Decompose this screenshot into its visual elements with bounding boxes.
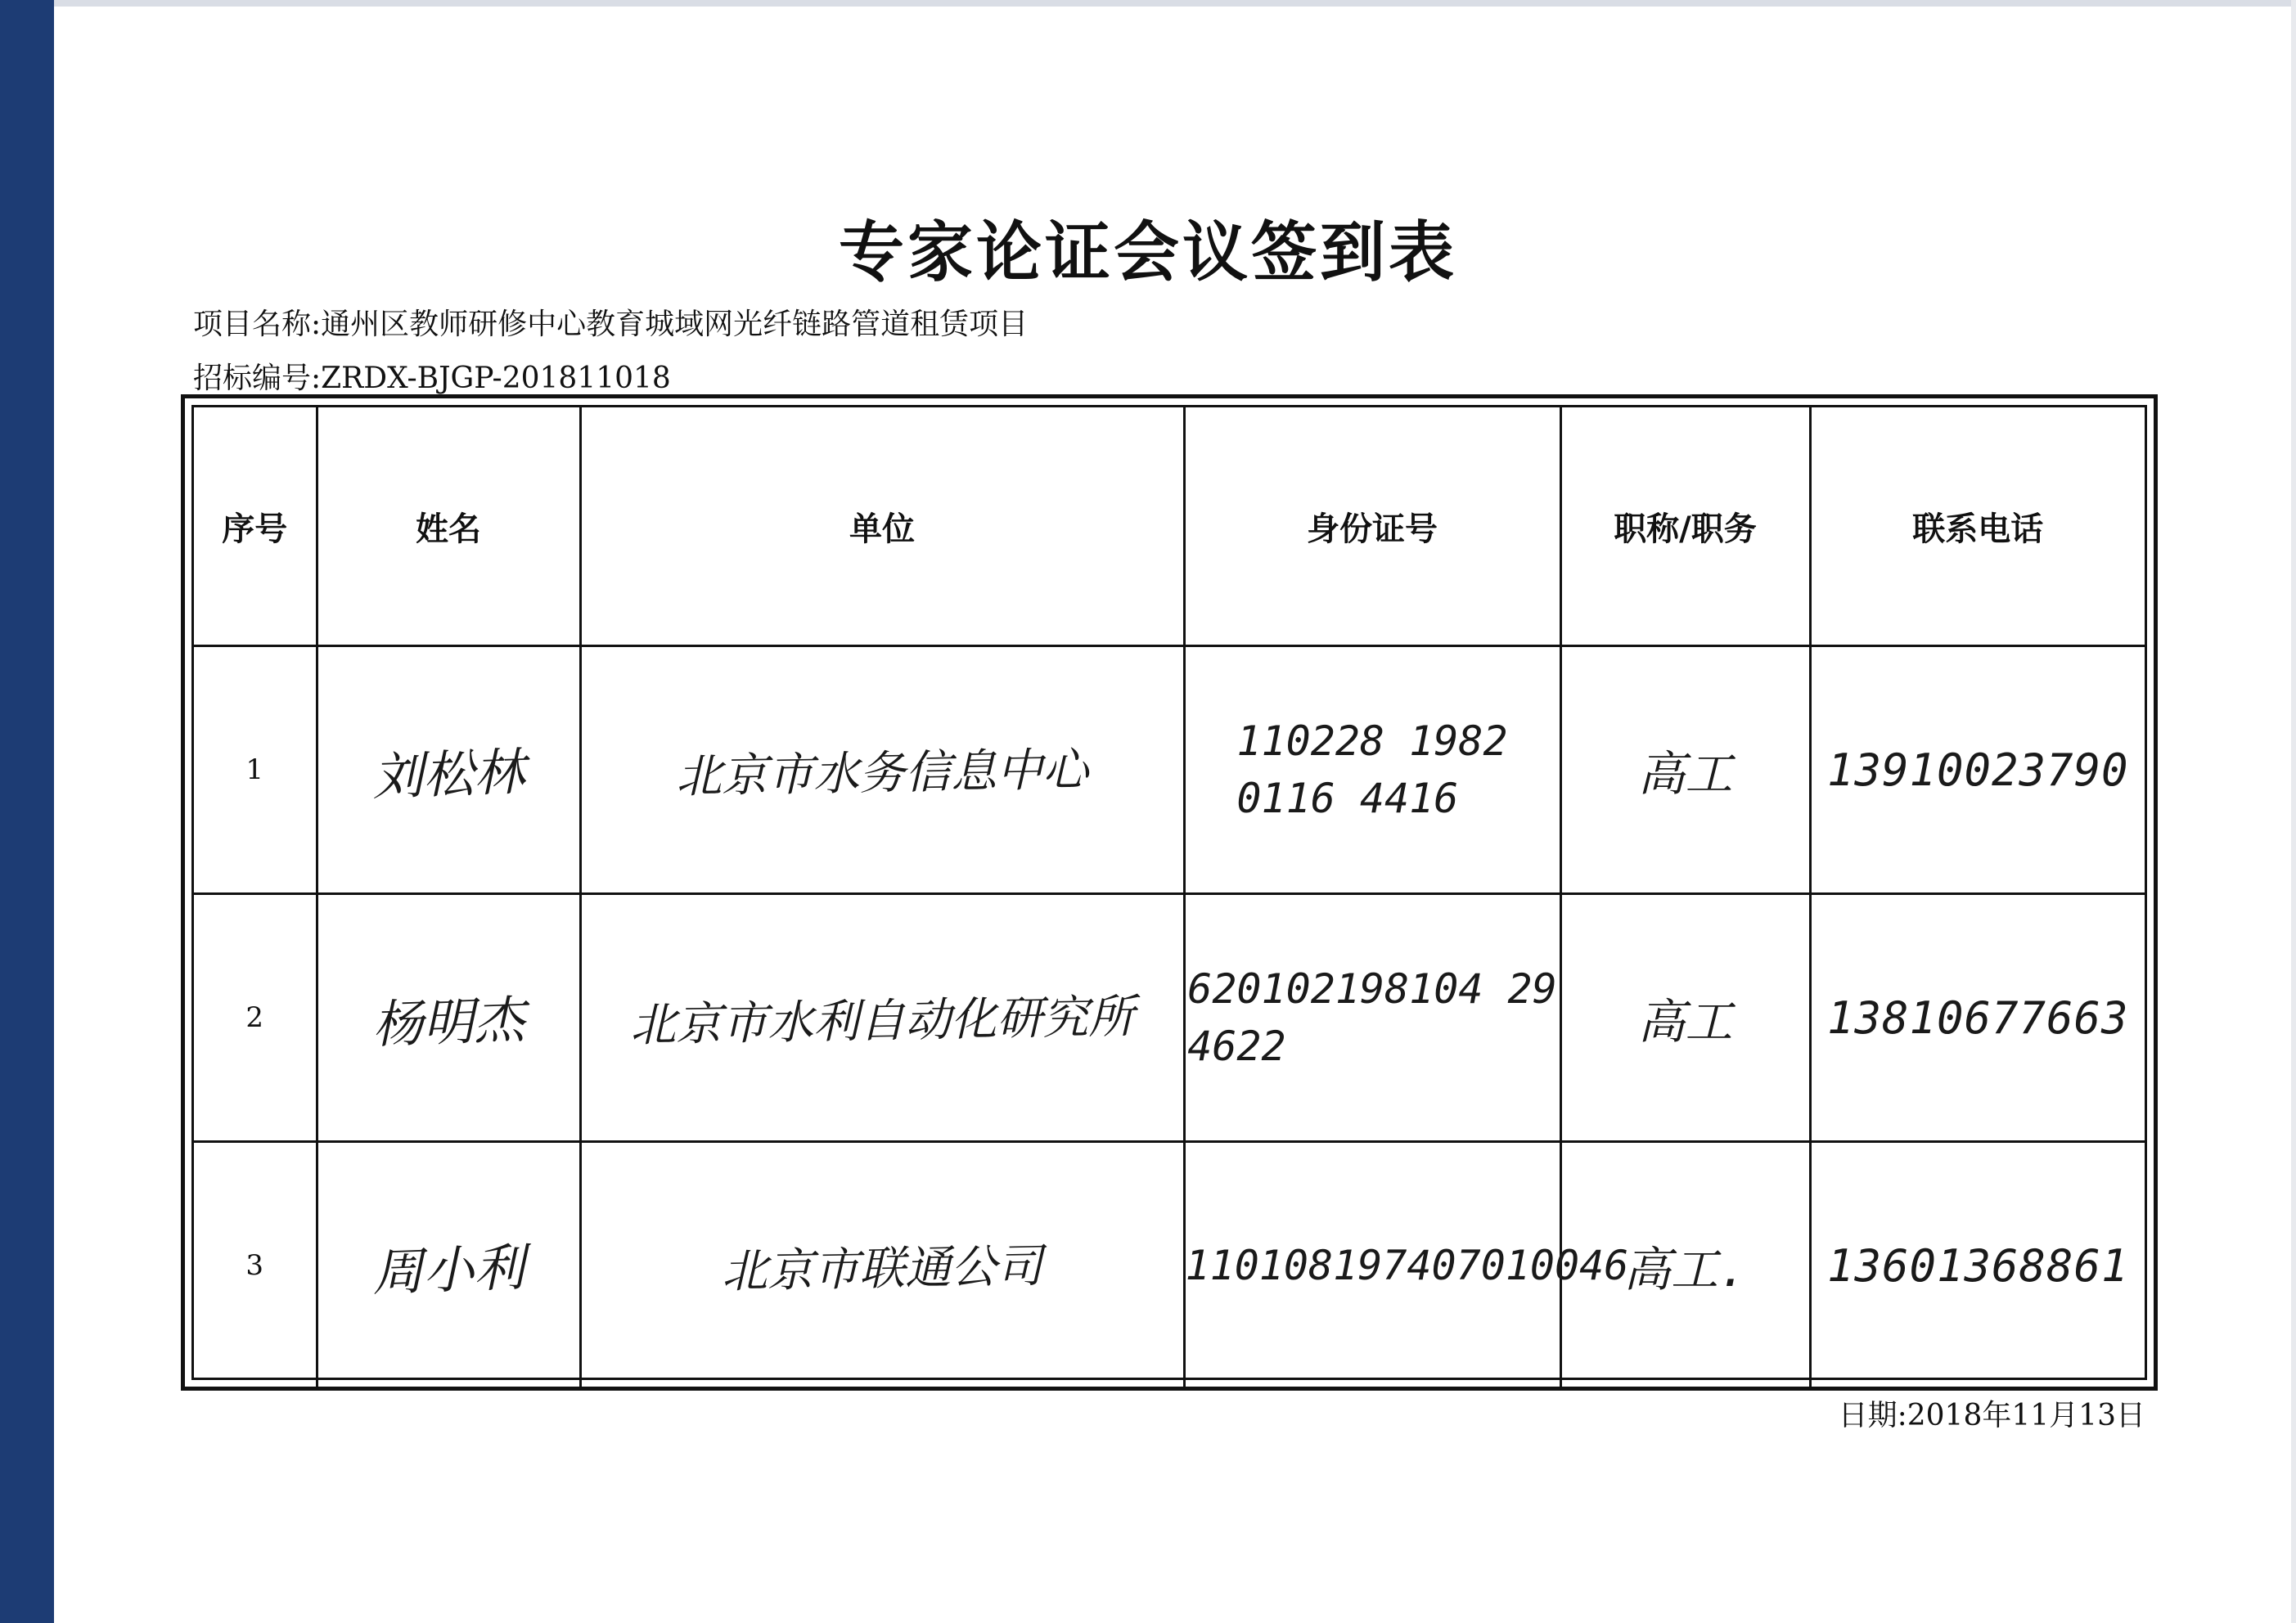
id-number bbox=[1186, 1237, 1629, 1294]
cell-seq bbox=[194, 1142, 317, 1389]
project-name-label: 项目名称: bbox=[193, 308, 322, 341]
bid-number-label: 招标编号: bbox=[193, 362, 322, 395]
cell-unit bbox=[580, 646, 1184, 894]
date-value: 2018年11月13日 bbox=[1907, 1399, 2145, 1432]
title-text: 高工 bbox=[1637, 994, 1733, 1050]
cell-title bbox=[1560, 646, 1810, 894]
header-id-number: 身份证号 bbox=[1184, 407, 1560, 646]
title-text: 高工 bbox=[1637, 746, 1733, 802]
unit-text: 北京市水务信息中心 bbox=[675, 743, 1089, 804]
project-name-line bbox=[193, 301, 1028, 343]
cell-seq bbox=[194, 646, 317, 894]
id-number-line-1: 110108197407010046 bbox=[1185, 1242, 1629, 1289]
id-number-line-1: 110228 1982 bbox=[1236, 717, 1508, 765]
id-number-line-2: 4622 bbox=[1187, 1023, 1286, 1070]
cell-seq bbox=[194, 894, 317, 1142]
seq-number: 3 bbox=[245, 1249, 264, 1282]
header-phone: 联系电话 bbox=[1810, 407, 2145, 646]
bid-number-value: ZRDX-BJGP-201811018 bbox=[321, 362, 671, 395]
sign-in-table bbox=[194, 407, 2145, 1388]
seq-number: 1 bbox=[245, 753, 264, 786]
cell-phone bbox=[1810, 894, 2145, 1142]
table-row bbox=[194, 1142, 2145, 1389]
table-row bbox=[194, 646, 2145, 894]
cell-unit bbox=[580, 894, 1184, 1142]
cell-id-number bbox=[1184, 894, 1560, 1142]
table-row bbox=[194, 894, 2145, 1142]
title-text: 高工. bbox=[1623, 1242, 1747, 1297]
sign-in-table-frame bbox=[181, 394, 2158, 1391]
signature-name: 杨明杰 bbox=[371, 989, 526, 1054]
cell-name bbox=[317, 1142, 580, 1389]
header-title-position: 职称/职务 bbox=[1560, 407, 1810, 646]
signature-name: 刘松林 bbox=[371, 741, 526, 807]
header-name: 姓名 bbox=[317, 407, 580, 646]
id-number bbox=[1236, 713, 1507, 827]
cell-phone bbox=[1810, 646, 2145, 894]
unit-text: 北京市联通公司 bbox=[721, 1239, 1043, 1299]
cell-phone bbox=[1810, 1142, 2145, 1389]
cell-name bbox=[317, 894, 580, 1142]
phone-text: 13810677663 bbox=[1826, 991, 2129, 1044]
table-header-row bbox=[194, 407, 2145, 646]
cell-name bbox=[317, 646, 580, 894]
phone-text: 13601368861 bbox=[1826, 1239, 2129, 1292]
scan-edge-top bbox=[54, 0, 2296, 7]
header-seq: 序号 bbox=[194, 407, 317, 646]
id-number-line-2: 0116 4416 bbox=[1236, 775, 1459, 822]
cell-title bbox=[1560, 894, 1810, 1142]
date-line bbox=[1839, 1392, 2145, 1434]
cell-unit bbox=[580, 1142, 1184, 1389]
project-name-value: 通州区教师研修中心教育城域网光纤链路管道租赁项目 bbox=[321, 308, 1029, 341]
id-number bbox=[1187, 960, 1557, 1075]
seq-number: 2 bbox=[245, 1001, 264, 1034]
cell-id-number bbox=[1184, 1142, 1629, 1389]
unit-text: 北京市水利自动化研究所 bbox=[629, 990, 1135, 1053]
bid-number-line bbox=[193, 355, 671, 397]
cell-id-number bbox=[1184, 646, 1560, 894]
id-number-line-1: 620102198104 29 bbox=[1187, 965, 1557, 1013]
phone-text: 13910023790 bbox=[1826, 744, 2129, 796]
date-label: 日期: bbox=[1838, 1399, 1907, 1432]
header-unit: 单位 bbox=[580, 407, 1184, 646]
sign-in-table-inner bbox=[191, 405, 2147, 1380]
signature-name: 周小利 bbox=[371, 1237, 526, 1302]
document-title: 专家论证会议签到表 bbox=[839, 214, 1457, 290]
